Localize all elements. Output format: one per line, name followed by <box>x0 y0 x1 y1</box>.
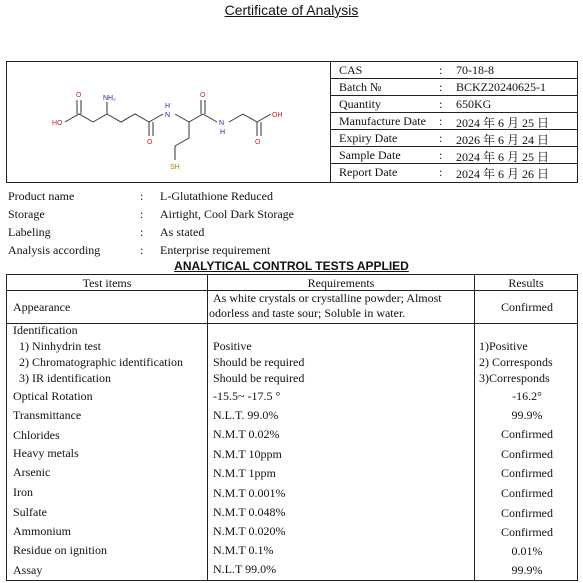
result-residue-on-ignition: 0.01% <box>511 544 543 558</box>
info-row-batch: Batch № : BCKZ20240625-1 <box>331 79 578 96</box>
atom-h1: H <box>165 103 171 110</box>
batch-info-table <box>330 62 578 182</box>
requirement-optical-rotation: -15.5~ -17.5 ° <box>213 389 281 403</box>
structure-diagram <box>7 62 330 182</box>
result-sulfate: Confirmed <box>501 506 553 520</box>
general-row-labeling: Labeling : As stated <box>8 225 205 239</box>
analytical-tests-table <box>6 274 578 581</box>
info-row-sample-date: Sample Date : 2024 年 6 月 25 日 <box>331 147 578 164</box>
requirement-transmittance: N.L.T. 99.0% <box>213 408 279 422</box>
requirement-arsenic: N.M.T 1ppm <box>213 466 276 480</box>
atom-sh: SH <box>170 164 180 171</box>
test-name-assay: Assay <box>13 563 43 577</box>
info-row-manufacture-date: Manufacture Date : 2024 年 6 月 25 日 <box>331 113 578 130</box>
test-name-identification: Identification <box>13 323 78 337</box>
result-ammonium: Confirmed <box>501 525 553 539</box>
atom-n1: N <box>165 112 171 119</box>
header-requirements: Requirements <box>307 276 375 290</box>
test-name-iron: Iron <box>13 485 33 499</box>
info-row-report-date: Report Date : 2024 年 6 月 26 日 <box>339 165 550 181</box>
general-row-storage: Storage : Airtight, Cool Dark Storage <box>8 207 294 221</box>
atom-nh2: NH₂ <box>103 95 116 102</box>
test-name-optical-rotation: Optical Rotation <box>13 389 93 403</box>
requirement-heavy-metals: N.M.T 10ppm <box>213 447 282 461</box>
result-chlorides: Confirmed <box>501 427 553 441</box>
atom-o-amide1: O <box>147 139 153 146</box>
requirement-ir: Should be required <box>213 371 305 385</box>
header-results: Results <box>508 276 544 290</box>
atom-h2: H <box>220 129 226 136</box>
result-transmittance: 99.9% <box>511 408 543 422</box>
test-name-residue-on-ignition: Residue on ignition <box>13 543 107 557</box>
test-name-ir: 3) IR identification <box>19 371 111 385</box>
test-name-sulfate: Sulfate <box>13 505 47 519</box>
test-name-transmittance: Transmittance <box>13 408 82 422</box>
header-test-items: Test items <box>82 276 132 290</box>
result-arsenic: Confirmed <box>501 466 553 480</box>
column-divider <box>207 275 208 580</box>
general-row-analysis-according: Analysis according : Enterprise requirement <box>8 243 271 257</box>
result-heavy-metals: Confirmed <box>501 447 553 461</box>
document-title: Certificate of Analysis <box>224 2 359 18</box>
requirement-ammonium: N.M.T 0.020% <box>213 524 286 538</box>
column-divider <box>474 275 475 580</box>
requirement-sulfate: N.M.T 0.048% <box>213 505 286 519</box>
result-ir: 3)Corresponds <box>479 371 550 385</box>
test-name-chlorides: Chlorides <box>13 428 60 442</box>
test-name-heavy-metals: Heavy metals <box>13 446 79 460</box>
test-name-appearance: Appearance <box>13 300 71 314</box>
glutathione-structure-drawing <box>7 62 330 182</box>
result-appearance: Confirmed <box>501 300 553 314</box>
info-row-expiry-date: Expiry Date : 2026 年 6 月 24 日 <box>331 130 578 147</box>
atom-ho-left: HO <box>52 120 63 127</box>
test-name-arsenic: Arsenic <box>13 465 51 479</box>
result-iron: Confirmed <box>501 486 553 500</box>
requirement-ninhydrin: Positive <box>213 339 252 353</box>
row-divider <box>7 323 577 324</box>
requirement-appearance-line2: odorless and taste sour; Soluble in water. <box>209 306 406 320</box>
result-assay: 99.9% <box>511 563 543 577</box>
test-name-ninhydrin: 1) Ninhydrin test <box>19 339 101 353</box>
requirement-iron: N.M.T 0.001% <box>213 486 286 500</box>
product-info-box <box>6 61 578 183</box>
atom-n2: N <box>219 120 225 127</box>
test-name-ammonium: Ammonium <box>13 524 72 538</box>
atom-oh-right: OH <box>272 112 283 119</box>
result-chromatographic: 2) Corresponds <box>479 355 553 369</box>
test-name-chromatographic: 2) Chromatographic identification <box>19 355 183 369</box>
requirement-chromatographic: Should be required <box>213 355 305 369</box>
requirement-appearance-line1: As white crystals or crystalline powder; Almost <box>213 291 442 305</box>
section-title: ANALYTICAL CONTROL TESTS APPLIED <box>174 259 409 273</box>
requirement-residue-on-ignition: N.M.T 0.1% <box>213 543 274 557</box>
result-ninhydrin: 1)Positive <box>479 339 528 353</box>
atom-o-right: O <box>255 139 261 146</box>
atom-o-amide2: O <box>200 92 206 99</box>
requirement-chlorides: N.M.T 0.02% <box>213 427 280 441</box>
info-row-cas: CAS : 70-18-8 <box>331 62 578 79</box>
info-row-quantity: Quantity : 650KG <box>331 96 578 113</box>
atom-o-left: O <box>76 92 82 99</box>
general-row-product-name: Product name : L-Glutathione Reduced <box>8 189 273 203</box>
requirement-assay: N.L.T 99.0% <box>213 562 277 576</box>
result-optical-rotation: -16.2° <box>512 389 542 403</box>
